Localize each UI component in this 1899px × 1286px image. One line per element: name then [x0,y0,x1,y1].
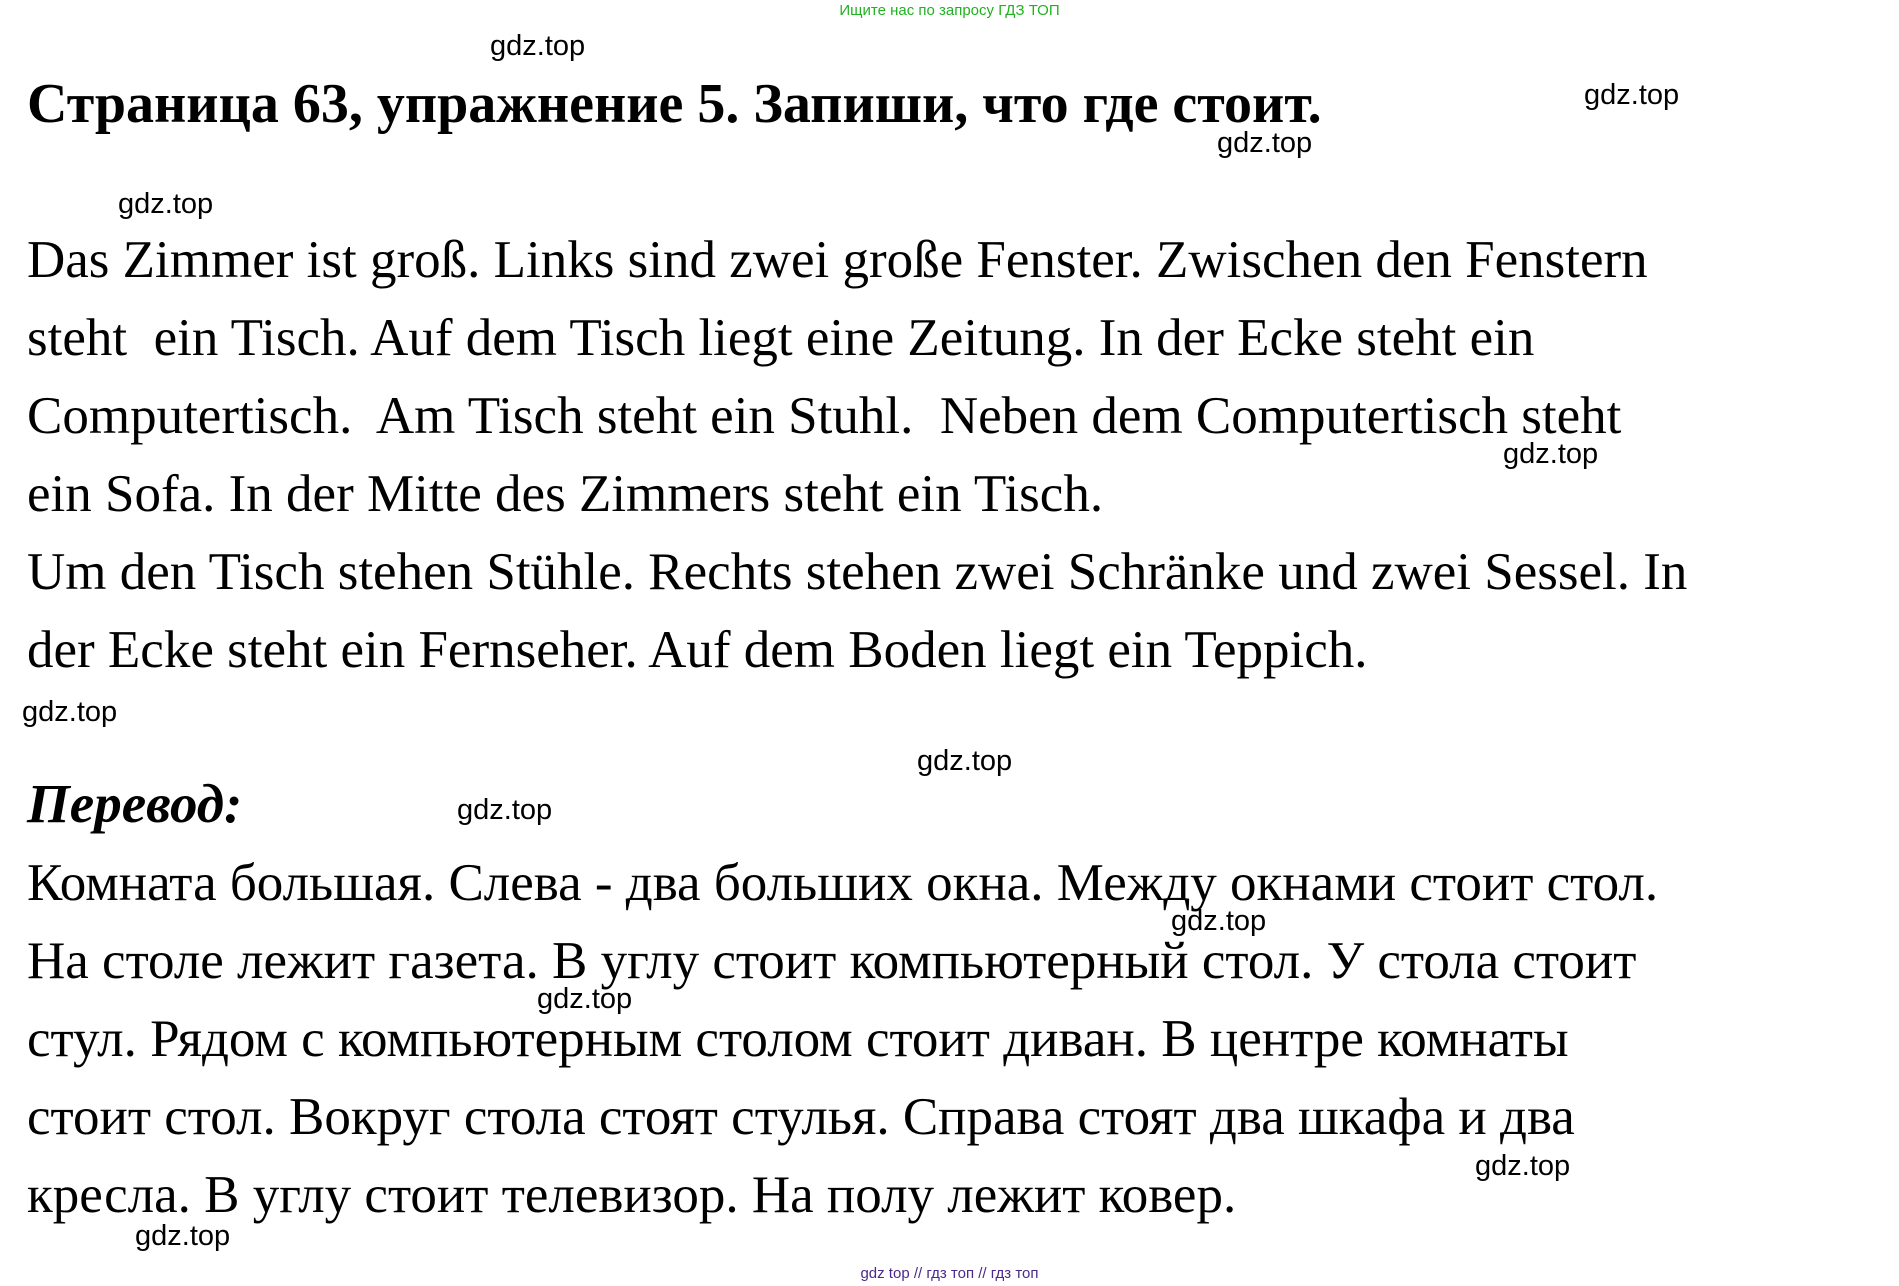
page-title: Страница 63, упражнение 5. Запиши, что где стоит. [27,73,1322,135]
text-line: der Ecke steht ein Fernseher. Auf dem Boden liegt ein Teppich. [27,621,1368,679]
watermark: gdz.top [1503,438,1599,470]
watermark: gdz.top [537,983,633,1015]
text-line: Computertisch. Am Tisch steht ein Stuhl. Neben dem Computertisch steht [27,387,1622,445]
top-banner: Ищите нас по запросу ГДЗ ТОП [839,2,1060,19]
watermark: gdz.top [917,745,1013,777]
text-line: кресла. В углу стоит телевизор. На полу лежит ковер. [27,1166,1237,1224]
russian-paragraph [27,844,1658,1234]
text-line: стул. Рядом с компьютерным столом стоит диван. В центре комнаты [27,1010,1569,1068]
watermark: gdz.top [1217,127,1313,159]
watermark: gdz.top [457,794,553,826]
text-line: Комната большая. Слева - два больших окна. Между окнами стоит стол. [27,854,1659,912]
text-line: Um den Tisch stehen Stühle. Rechts stehen zwei Schränke und zwei Sessel. In [27,543,1688,601]
watermark: gdz.top [1475,1150,1571,1182]
text-line: steht ein Tisch. Auf dem Tisch liegt eine Zeitung. In der Ecke steht ein [27,309,1535,367]
text-line: Das Zimmer ist groß. Links sind zwei große Fenster. Zwischen den Fenstern [27,231,1648,289]
german-paragraph-2 [27,533,1687,689]
translation-heading: Перевод: [27,773,243,834]
watermark: gdz.top [1171,905,1267,937]
bottom-banner: gdz top // гдз топ // гдз топ [860,1265,1039,1282]
watermark: gdz.top [1584,79,1680,111]
text-line: стоит стол. Вокруг стола стоят стулья. Справа стоят два шкафа и два [27,1088,1575,1146]
watermark: gdz.top [22,696,118,728]
watermark: gdz.top [490,30,586,62]
german-paragraph-1 [27,221,1648,533]
watermark: gdz.top [118,188,214,220]
text-line: На столе лежит газета. В углу стоит компьютерный стол. У стола стоит [27,932,1637,990]
watermark: gdz.top [135,1220,231,1252]
text-line: ein Sofa. In der Mitte des Zimmers steht ein Tisch. [27,465,1104,523]
